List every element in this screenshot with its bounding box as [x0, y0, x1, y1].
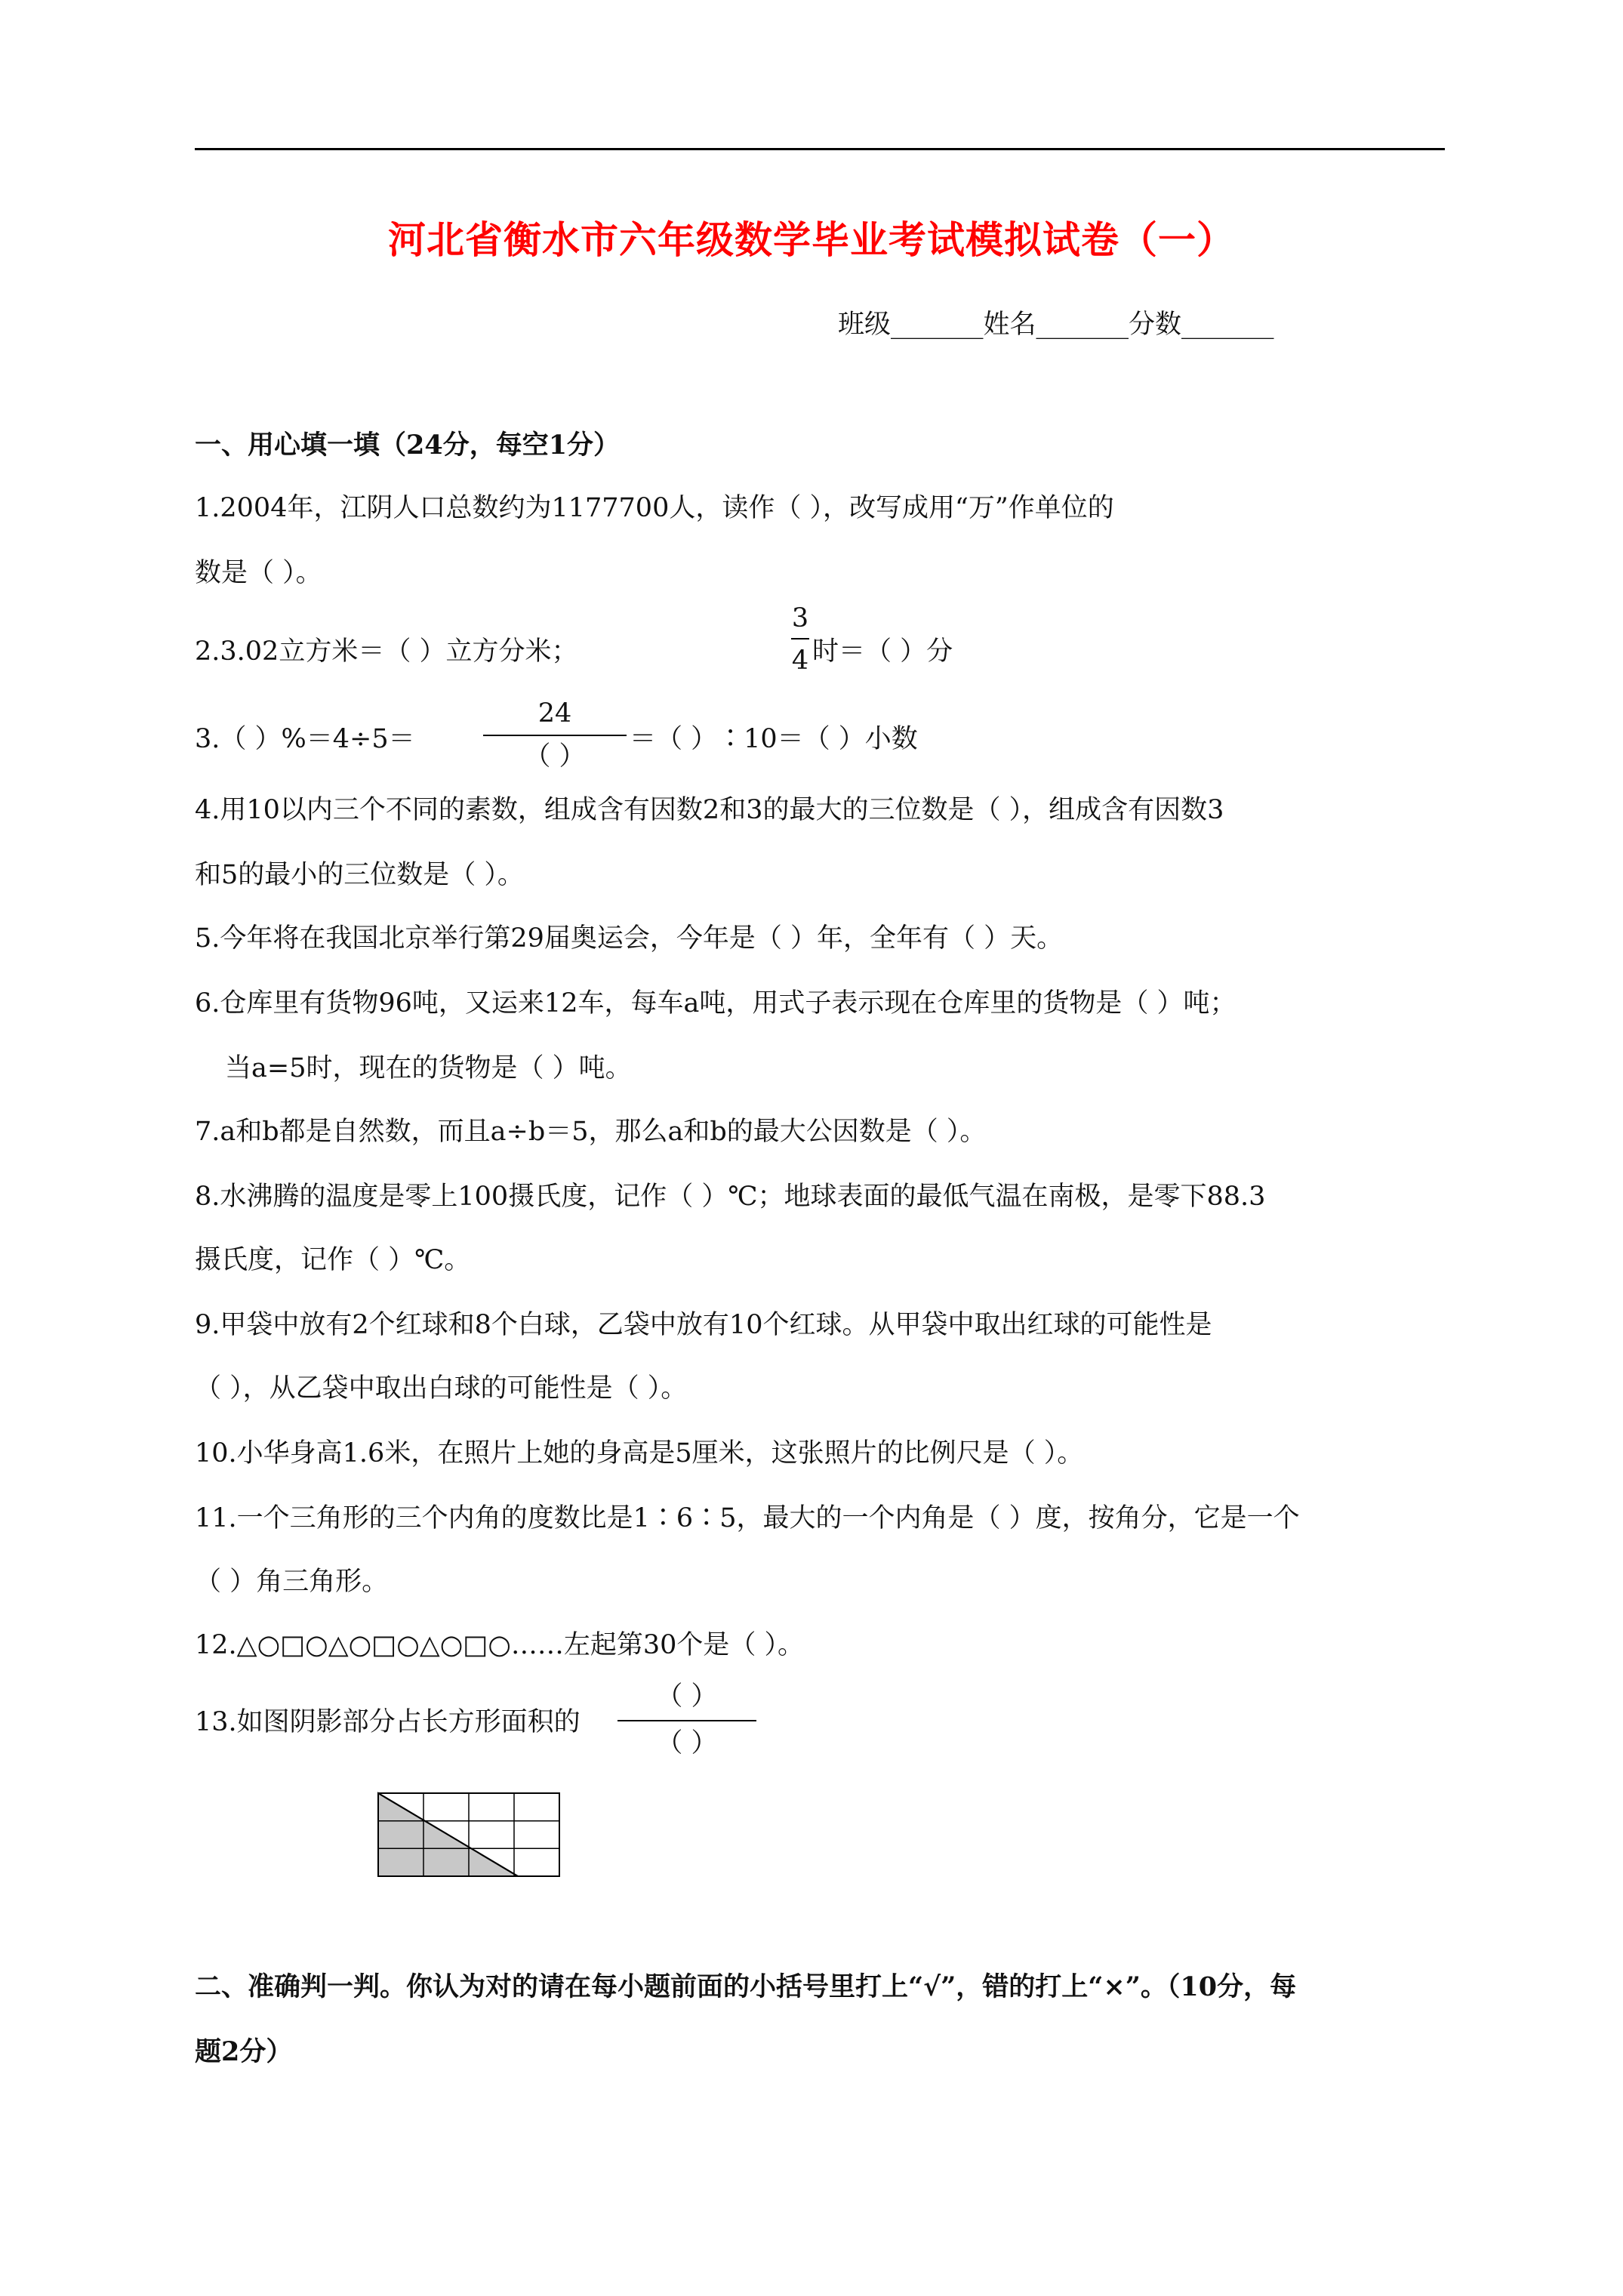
q12: 12.△○□○△○□○△○□○……左起第30个是（ ）。	[195, 1630, 805, 1660]
q8-line2: 摄氏度，记作（ ）℃。	[195, 1245, 471, 1275]
section2-heading-line1: 二、准确判一判。你认为对的请在每小题前面的小括号里打上“√”，错的打上“×”。（10分，每	[195, 1971, 1297, 2002]
q2-fraction-bar	[791, 638, 809, 639]
top-rule	[195, 148, 1445, 150]
section1-heading: 一、用心填一填（24分，每空1分）	[195, 430, 621, 461]
q13-fraction-denominator: （ ）	[656, 1728, 718, 1758]
q6-line1: 6.仓库里有货物96吨，又运来12车，每车a吨，用式子表示现在仓库里的货物是（ ）吨；	[195, 988, 1236, 1019]
q4-line1: 4.用10以内三个不同的素数，组成含有因数2和3的最大的三位数是（ ），组成含有因数3	[195, 795, 1224, 825]
q11-line2: （ ）角三角形。	[195, 1567, 389, 1597]
q2-right: 时＝（ ）分	[812, 636, 953, 667]
q3-fraction-bar	[483, 735, 627, 736]
q1-line1: 1.2004年，江阴人口总数约为1177700人，读作（ ），改写成用“万”作单位的	[195, 493, 1114, 523]
student-info-line: 班级_______姓名_______分数_______	[838, 310, 1274, 340]
section2-heading-line2: 题2分）	[195, 2036, 293, 2067]
q8-line1: 8.水沸腾的温度是零上100摄氏度，记作（ ）℃；地球表面的最低气温在南极，是零下88.3	[195, 1182, 1266, 1212]
q5: 5.今年将在我国北京举行第29届奥运会，今年是（ ）年，全年有（ ）天。	[195, 923, 1064, 954]
q10: 10.小华身高1.6米，在照片上她的身高是5厘米，这张照片的比例尺是（ ）。	[195, 1438, 1084, 1469]
q2-fraction-denominator: 4	[791, 646, 809, 676]
q13-fraction-bar	[617, 1720, 756, 1721]
q2-fraction-numerator: 3	[791, 603, 809, 633]
page-title: 河北省衡水市六年级数学毕业考试模拟试卷（一）	[388, 217, 1235, 262]
q4-line2: 和5的最小的三位数是（ ）。	[195, 860, 524, 890]
q3-fraction-denominator: （ ）	[524, 741, 586, 772]
q3-fraction-numerator: 24	[537, 698, 572, 729]
q9-line1: 9.甲袋中放有2个红球和8个白球，乙袋中放有10个红球。从甲袋中取出红球的可能性是	[195, 1310, 1212, 1340]
q2-left: 2.3.02立方米＝（ ）立方分米；	[195, 636, 578, 667]
q9-line2: （ ），从乙袋中取出白球的可能性是（ ）。	[195, 1373, 688, 1404]
q13-text: 13.如图阴影部分占长方形面积的	[195, 1707, 581, 1737]
q13-fraction-numerator: （ ）	[656, 1681, 718, 1712]
q3-left: 3.（ ）%＝4÷5＝	[195, 724, 415, 754]
q1-line2: 数是（ ）。	[195, 558, 322, 588]
q11-line1: 11.一个三角形的三个内角的度数比是1∶6∶5，最大的一个内角是（ ）度，按角分，它是一个	[195, 1503, 1300, 1533]
q6-line2: 当a=5时，现在的货物是（ ）吨。	[225, 1053, 632, 1083]
shaded-rectangle-figure	[374, 1789, 565, 1880]
q3-right: ＝（ ）∶10＝（ ）小数	[630, 724, 918, 754]
q7: 7.a和b都是自然数，而且a÷b＝5，那么a和b的最大公因数是（ ）。	[195, 1117, 987, 1147]
